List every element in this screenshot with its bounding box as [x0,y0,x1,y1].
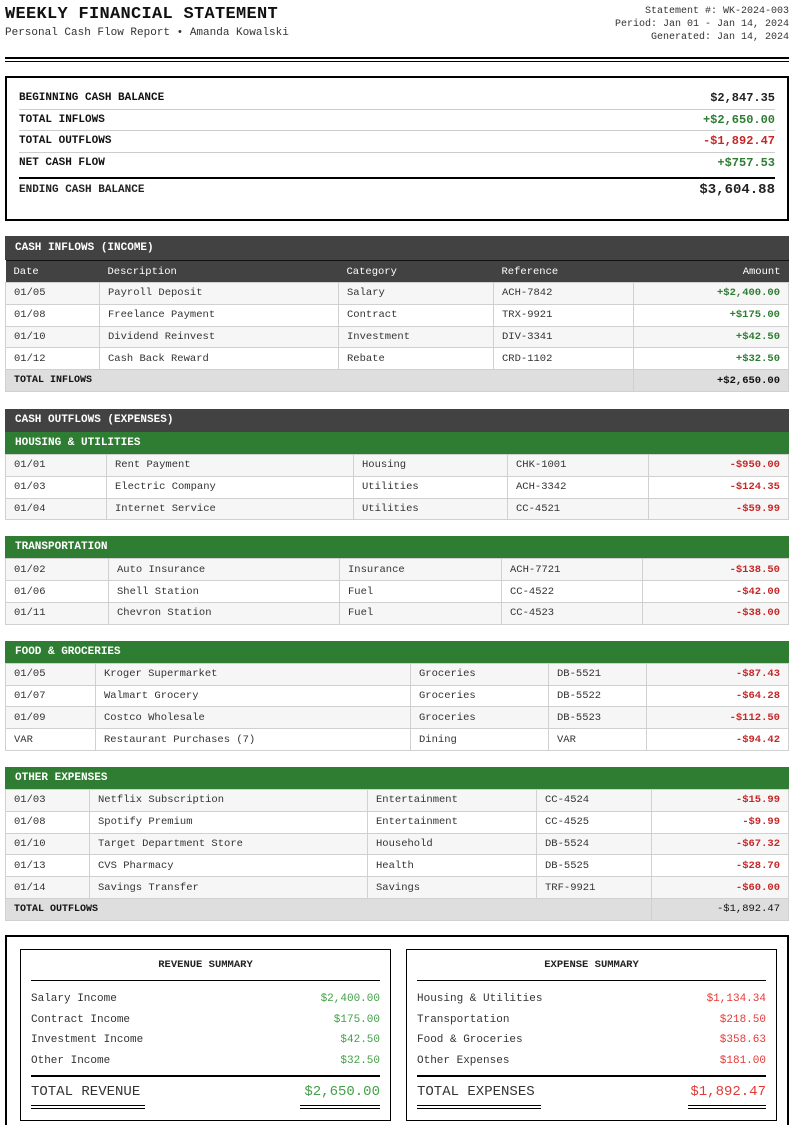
cell-amount: -$87.43 [647,663,789,685]
summary-value: $32.50 [340,1054,380,1067]
summary-label: Salary Income [31,993,117,1005]
cell-description: Savings Transfer [90,877,368,899]
cell-category: Fuel [340,581,502,603]
cell-description: Costco Wholesale [96,707,411,729]
summary-label: Investment Income [31,1034,144,1046]
cell-reference: ACH-3342 [508,476,649,498]
expense-summary-box [406,949,777,1121]
cell-reference: CC-4525 [537,811,652,833]
cell-category: Insurance [340,559,502,581]
column-header-description: Description [100,261,339,283]
page-subtitle: Personal Cash Flow Report • Amanda Kowalski [5,27,289,39]
cell-date: 01/03 [6,789,90,811]
total-value: -$1,892.47 [652,898,789,920]
cell-amount: -$950.00 [649,455,789,477]
cell-date: 01/07 [6,685,96,707]
table-row [6,877,789,899]
table-row [6,326,789,348]
cell-date: 01/08 [6,304,100,326]
column-header-amount: Amount [634,261,789,283]
column-header-date: Date [6,261,100,283]
outflows-section [5,409,789,921]
page-title: WEEKLY FINANCIAL STATEMENT [5,5,279,24]
category-header-food: FOOD & GROCERIES [5,641,789,663]
cell-description: Kroger Supermarket [96,663,411,685]
expense-total-row [417,1079,766,1105]
summary-label: Food & Groceries [417,1034,523,1046]
cell-reference: CC-4523 [502,602,643,624]
header-divider [5,57,789,62]
balance-row-net [19,153,775,175]
summary-label: Contract Income [31,1013,131,1026]
housing-table [5,454,789,520]
cell-reference: CC-4524 [537,789,652,811]
cell-date: 01/09 [6,707,96,729]
table-row [6,789,789,811]
table-row [6,707,789,729]
cell-description: Restaurant Purchases (7) [96,729,411,751]
cell-category: Health [368,855,537,877]
table-row [6,498,789,520]
cell-category: Fuel [340,602,502,624]
balance-label: NET CASH FLOW [19,157,105,170]
cell-date: 01/12 [6,348,100,370]
cell-reference: CC-4522 [502,581,643,603]
cell-description: Freelance Payment [100,304,339,326]
cell-reference: DB-5524 [537,833,652,855]
balance-value: -$1,892.47 [702,134,775,149]
cell-description: Netflix Subscription [90,789,368,811]
column-header-reference: Reference [494,261,634,283]
category-header-housing: HOUSING & UTILITIES [5,432,789,454]
cell-description: CVS Pharmacy [90,855,368,877]
cell-description: Cash Back Reward [100,348,339,370]
cell-category: Groceries [411,707,549,729]
expense-total-label: TOTAL EXPENSES [417,1084,535,1100]
cell-date: 01/05 [6,663,96,685]
summary-value: $218.50 [719,1013,766,1026]
revenue-summary-title: REVENUE SUMMARY [31,950,380,981]
summary-row [417,1030,766,1051]
cell-amount: -$28.70 [652,855,789,877]
balance-label: TOTAL INFLOWS [19,113,105,126]
category-header-other: OTHER EXPENSES [5,767,789,789]
summary-value: $181.00 [719,1054,766,1067]
cell-category: Groceries [411,663,549,685]
summary-label: Transportation [417,1013,510,1026]
cell-reference: ACH-7721 [502,559,643,581]
category-header-transportation: TRANSPORTATION [5,536,789,558]
balance-row-inflows [19,110,775,132]
cell-date: 01/06 [6,581,109,603]
table-row [6,811,789,833]
cell-description: Target Department Store [90,833,368,855]
inflows-table [5,260,789,392]
summary-value: $358.63 [719,1034,766,1046]
cell-amount: +$175.00 [634,304,789,326]
summary-row [31,989,380,1010]
expense-total-value: $1,892.47 [690,1084,766,1100]
cell-amount: -$38.00 [643,602,789,624]
cell-description: Dividend Reinvest [100,326,339,348]
statement-generated: Generated: Jan 14, 2024 [650,32,789,43]
table-row [6,663,789,685]
summary-row [417,1051,766,1072]
cell-date: 01/03 [6,476,107,498]
cell-category: Utilities [354,476,508,498]
table-row [6,476,789,498]
cell-reference: DB-5522 [549,685,647,707]
cell-description: Rent Payment [107,455,354,477]
summary-label: Other Income [31,1054,111,1067]
statement-meta [615,5,789,44]
cell-amount: +$42.50 [634,326,789,348]
ending-balance-label: ENDING CASH BALANCE [19,184,145,196]
cell-amount: -$15.99 [652,789,789,811]
transportation-table [5,558,789,624]
table-row [6,559,789,581]
cell-category: Investment [339,326,494,348]
cell-reference: TRF-9921 [537,877,652,899]
table-row [6,729,789,751]
cell-amount: -$67.32 [652,833,789,855]
cell-amount: -$112.50 [647,707,789,729]
cell-description: Shell Station [109,581,340,603]
statement-number: Statement #: WK-2024-003 [644,6,789,17]
cell-description: Chevron Station [109,602,340,624]
inflows-total-row [6,370,789,392]
balance-row-beginning [19,88,775,110]
statement-header [5,5,789,61]
revenue-summary-box [20,949,391,1121]
table-row [6,685,789,707]
cell-amount: -$138.50 [643,559,789,581]
cell-description: Payroll Deposit [100,283,339,305]
double-underline [417,1105,766,1109]
table-row [6,833,789,855]
table-row [6,348,789,370]
cell-amount: -$94.42 [647,729,789,751]
cell-description: Internet Service [107,498,354,520]
cell-amount: +$2,400.00 [634,283,789,305]
inflows-section [5,236,789,392]
summary-row [31,1051,380,1072]
balance-row-ending [19,177,775,201]
total-label: TOTAL OUTFLOWS [6,898,652,920]
cell-amount: -$60.00 [652,877,789,899]
cell-date: 01/04 [6,498,107,520]
cell-category: Dining [411,729,549,751]
revenue-total-value: $2,650.00 [304,1084,380,1100]
cell-date: 01/10 [6,326,100,348]
cell-category: Utilities [354,498,508,520]
summary-value: $42.50 [340,1034,380,1046]
cell-reference: TRX-9921 [494,304,634,326]
balance-value: $2,847.35 [710,91,775,106]
cell-amount: -$59.99 [649,498,789,520]
summary-section [5,935,789,1125]
cell-reference: DB-5523 [549,707,647,729]
balance-value: +$757.53 [717,156,775,171]
cell-category: Entertainment [368,811,537,833]
balance-label: BEGINNING CASH BALANCE [19,92,165,105]
revenue-total-row [31,1079,380,1105]
cell-date: 01/10 [6,833,90,855]
cell-description: Auto Insurance [109,559,340,581]
table-header-row [6,261,789,283]
revenue-total-label: TOTAL REVENUE [31,1084,141,1100]
other-expenses-table [5,789,789,921]
cell-date: 01/14 [6,877,90,899]
cell-description: Walmart Grocery [96,685,411,707]
cell-reference: DB-5525 [537,855,652,877]
cell-reference: CC-4521 [508,498,649,520]
summary-label: Other Expenses [417,1054,510,1067]
balance-summary-box [5,76,789,221]
cell-category: Entertainment [368,789,537,811]
cell-date: 01/02 [6,559,109,581]
outflows-total-row [6,898,789,920]
ending-balance-value: $3,604.88 [699,182,775,198]
summary-row [31,1030,380,1051]
summary-value: $1,134.34 [706,993,766,1005]
table-row [6,283,789,305]
cell-amount: -$9.99 [652,811,789,833]
cell-reference: ACH-7842 [494,283,634,305]
table-row [6,855,789,877]
cell-category: Household [368,833,537,855]
cell-description: Electric Company [107,476,354,498]
double-underline [31,1105,380,1109]
cell-reference: DIV-3341 [494,326,634,348]
inflows-title: CASH INFLOWS (INCOME) [5,236,789,260]
cell-date: VAR [6,729,96,751]
total-value: +$2,650.00 [634,370,789,392]
cell-date: 01/08 [6,811,90,833]
cell-category: Housing [354,455,508,477]
summary-row [31,1010,380,1031]
cell-date: 01/05 [6,283,100,305]
cell-category: Savings [368,877,537,899]
column-header-category: Category [339,261,494,283]
balance-label: TOTAL OUTFLOWS [19,135,112,148]
cell-amount: -$124.35 [649,476,789,498]
cell-reference: CHK-1001 [508,455,649,477]
food-table [5,663,789,751]
cell-amount: -$42.00 [643,581,789,603]
table-row [6,581,789,603]
cell-description: Spotify Premium [90,811,368,833]
table-row [6,602,789,624]
expense-summary-title: EXPENSE SUMMARY [417,950,766,981]
cell-amount: +$32.50 [634,348,789,370]
cell-reference: CRD-1102 [494,348,634,370]
summary-label: Housing & Utilities [417,993,543,1005]
summary-value: $2,400.00 [320,993,380,1005]
cell-amount: -$64.28 [647,685,789,707]
cell-category: Groceries [411,685,549,707]
summary-row [417,1010,766,1031]
cell-reference: DB-5521 [549,663,647,685]
summary-value: $175.00 [333,1013,380,1026]
cell-date: 01/01 [6,455,107,477]
cell-date: 01/11 [6,602,109,624]
cell-category: Salary [339,283,494,305]
table-row [6,455,789,477]
total-label: TOTAL INFLOWS [6,370,634,392]
cell-date: 01/13 [6,855,90,877]
statement-period: Period: Jan 01 - Jan 14, 2024 [614,19,789,30]
cell-reference: VAR [549,729,647,751]
outflows-title: CASH OUTFLOWS (EXPENSES) [5,409,789,432]
summary-row [417,989,766,1010]
balance-row-outflows [19,131,775,153]
cell-category: Rebate [339,348,494,370]
cell-category: Contract [339,304,494,326]
balance-value: +$2,650.00 [702,112,775,127]
table-row [6,304,789,326]
